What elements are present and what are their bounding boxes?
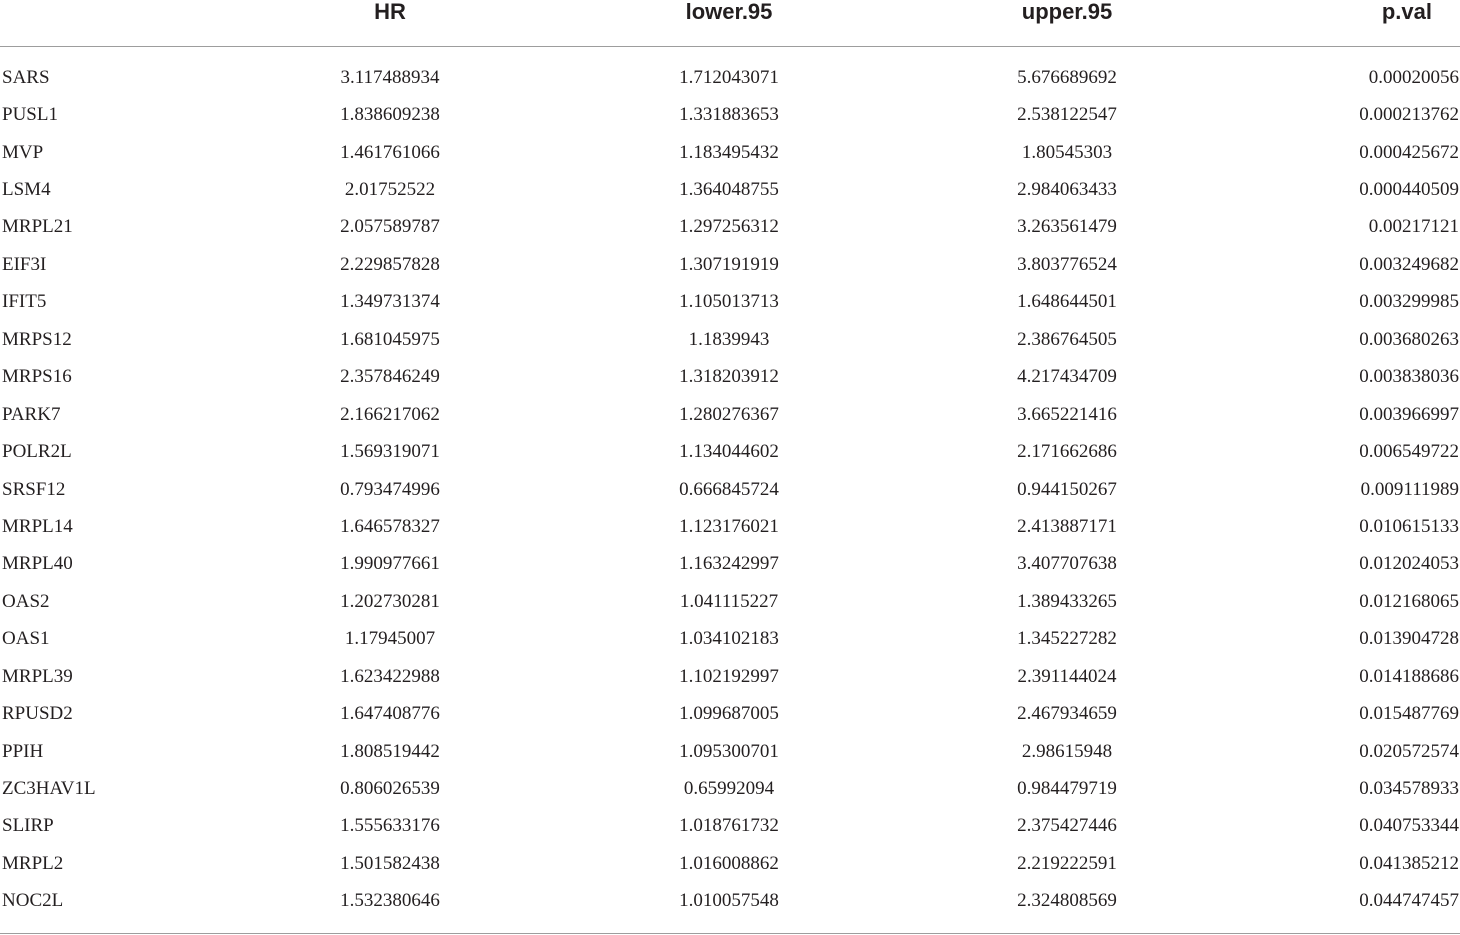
header-upper-95: upper.95	[898, 0, 1236, 47]
gene-cell: PPIH	[2, 740, 44, 762]
p-val-cell: 0.000213762	[1359, 104, 1459, 126]
gene-cell: OAS2	[2, 590, 50, 612]
table-row	[0, 47, 1460, 97]
hr-cell: 0.793474996	[340, 478, 440, 500]
lower-95-cell: 0.666845724	[679, 478, 779, 500]
p-val-cell: 0.00217121	[1368, 216, 1459, 238]
upper-95-cell: 2.391144024	[1017, 665, 1117, 687]
gene-cell: MRPL39	[2, 665, 73, 687]
table-row	[0, 171, 1460, 208]
gene-cell: MRPL40	[2, 553, 73, 575]
gene-cell: MRPS12	[2, 328, 72, 350]
gene-cell: MRPL2	[2, 852, 64, 874]
table-row	[0, 471, 1460, 508]
upper-95-cell: 2.467934659	[1017, 703, 1117, 725]
gene-cell: MRPS16	[2, 366, 72, 388]
lower-95-cell: 1.331883653	[679, 104, 779, 126]
header-p-val: p.val	[1236, 0, 1460, 47]
hr-cell: 1.681045975	[340, 328, 440, 350]
p-val-cell: 0.015487769	[1359, 703, 1459, 725]
lower-95-cell: 1.318203912	[679, 366, 779, 388]
gene-cell: EIF3I	[2, 253, 47, 275]
lower-95-cell: 1.1839943	[688, 328, 770, 350]
hr-cell: 1.623422988	[340, 665, 440, 687]
header-row	[0, 0, 1460, 47]
p-val-cell: 0.013904728	[1359, 628, 1459, 650]
bottom-rule	[0, 933, 1460, 934]
p-val-cell: 0.000425672	[1359, 141, 1459, 163]
upper-95-cell: 3.263561479	[1017, 216, 1117, 238]
hr-cell: 1.202730281	[340, 590, 440, 612]
p-val-cell: 0.00020056	[1368, 66, 1459, 88]
table-row	[0, 508, 1460, 545]
header-hr: HR	[220, 0, 560, 47]
upper-95-cell: 2.386764505	[1017, 328, 1117, 350]
table-row	[0, 733, 1460, 770]
gene-cell: MRPL21	[2, 216, 73, 238]
lower-95-cell: 1.297256312	[679, 216, 779, 238]
lower-95-cell: 1.034102183	[679, 628, 779, 650]
p-val-cell: 0.010615133	[1359, 515, 1459, 537]
table-row	[0, 546, 1460, 583]
hr-cell: 2.01752522	[344, 179, 436, 201]
p-val-cell: 0.003838036	[1359, 366, 1459, 388]
p-val-cell: 0.006549722	[1359, 441, 1459, 463]
gene-cell: PUSL1	[2, 104, 58, 126]
upper-95-cell: 3.803776524	[1017, 253, 1117, 275]
upper-95-cell: 2.324808569	[1017, 890, 1117, 912]
gene-cell: MRPL14	[2, 515, 73, 537]
lower-95-cell: 1.095300701	[679, 740, 779, 762]
lower-95-cell: 1.099687005	[679, 703, 779, 725]
upper-95-cell: 3.407707638	[1017, 553, 1117, 575]
lower-95-cell: 1.016008862	[679, 852, 779, 874]
hr-cell: 0.806026539	[340, 778, 440, 800]
gene-cell: SARS	[2, 66, 50, 88]
hr-cell: 1.501582438	[340, 852, 440, 874]
table-body	[0, 47, 1460, 921]
table-row	[0, 284, 1460, 321]
gene-cell: POLR2L	[2, 441, 72, 463]
hr-cell: 1.808519442	[340, 740, 440, 762]
upper-95-cell: 2.538122547	[1017, 104, 1117, 126]
lower-95-cell: 1.018761732	[679, 815, 779, 837]
p-val-cell: 0.040753344	[1359, 815, 1459, 837]
gene-cell: SRSF12	[2, 478, 66, 500]
lower-95-cell: 1.134044602	[679, 441, 779, 463]
table-row	[0, 658, 1460, 695]
table-row	[0, 845, 1460, 882]
hr-cell: 1.532380646	[340, 890, 440, 912]
table-row	[0, 770, 1460, 807]
upper-95-cell: 1.345227282	[1017, 628, 1117, 650]
p-val-cell: 0.003966997	[1359, 403, 1459, 425]
table-row	[0, 321, 1460, 358]
upper-95-cell: 2.219222591	[1017, 852, 1117, 874]
upper-95-cell: 2.98615948	[1021, 740, 1113, 762]
gene-cell: SLIRP	[2, 815, 54, 837]
table-row	[0, 96, 1460, 133]
p-val-cell: 0.044747457	[1359, 890, 1459, 912]
gene-cell: PARK7	[2, 403, 61, 425]
p-val-cell: 0.012168065	[1359, 590, 1459, 612]
hr-cell: 1.461761066	[340, 141, 440, 163]
table-row	[0, 433, 1460, 470]
table-row	[0, 359, 1460, 396]
upper-95-cell: 2.375427446	[1017, 815, 1117, 837]
p-val-cell: 0.003299985	[1359, 291, 1459, 313]
gene-cell: OAS1	[2, 628, 50, 650]
upper-95-cell: 2.413887171	[1017, 515, 1117, 537]
gene-cell: RPUSD2	[2, 703, 73, 725]
hr-cell: 2.229857828	[340, 253, 440, 275]
p-val-cell: 0.034578933	[1359, 778, 1459, 800]
p-val-cell: 0.009111989	[1360, 478, 1459, 500]
table-row	[0, 134, 1460, 171]
upper-95-cell: 2.171662686	[1017, 441, 1117, 463]
lower-95-cell: 1.041115227	[679, 590, 779, 612]
lower-95-cell: 1.105013713	[679, 291, 779, 313]
table-row	[0, 246, 1460, 283]
p-val-cell: 0.014188686	[1359, 665, 1459, 687]
p-val-cell: 0.003680263	[1359, 328, 1459, 350]
gene-cell: MVP	[2, 141, 44, 163]
lower-95-cell: 1.010057548	[679, 890, 779, 912]
gene-cell: LSM4	[2, 179, 51, 201]
hr-cell: 1.17945007	[344, 628, 436, 650]
hr-cell: 1.569319071	[340, 441, 440, 463]
hr-cell: 2.166217062	[340, 403, 440, 425]
upper-95-cell: 0.944150267	[1017, 478, 1117, 500]
upper-95-cell: 1.80545303	[1021, 141, 1113, 163]
header-gene	[0, 0, 220, 47]
hr-cell: 2.357846249	[340, 366, 440, 388]
p-val-cell: 0.000440509	[1359, 179, 1459, 201]
p-val-cell: 0.003249682	[1359, 253, 1459, 275]
upper-95-cell: 1.389433265	[1017, 590, 1117, 612]
p-val-cell: 0.012024053	[1359, 553, 1459, 575]
lower-95-cell: 1.183495432	[679, 141, 779, 163]
hr-cell: 1.349731374	[340, 291, 440, 313]
header-lower-95: lower.95	[560, 0, 898, 47]
table-row	[0, 621, 1460, 658]
gene-cell: NOC2L	[2, 890, 64, 912]
gene-cell: ZC3HAV1L	[2, 778, 96, 800]
hr-cell: 3.117488934	[340, 66, 440, 88]
upper-95-cell: 2.984063433	[1017, 179, 1117, 201]
lower-95-cell: 1.123176021	[679, 515, 779, 537]
table-header	[0, 0, 1460, 47]
lower-95-cell: 1.364048755	[679, 179, 779, 201]
lower-95-cell: 1.307191919	[679, 253, 779, 275]
upper-95-cell: 4.217434709	[1017, 366, 1117, 388]
lower-95-cell: 1.712043071	[679, 66, 779, 88]
gene-cell: IFIT5	[2, 291, 47, 313]
upper-95-cell: 0.984479719	[1017, 778, 1117, 800]
lower-95-cell: 1.163242997	[679, 553, 779, 575]
table-row	[0, 583, 1460, 620]
lower-95-cell: 1.280276367	[679, 403, 779, 425]
upper-95-cell: 1.648644501	[1017, 291, 1117, 313]
hr-cell: 1.646578327	[340, 515, 440, 537]
hr-cell: 1.555633176	[340, 815, 440, 837]
hr-cell: 1.990977661	[340, 553, 440, 575]
upper-95-cell: 5.676689692	[1017, 66, 1117, 88]
hr-cell: 1.838609238	[340, 104, 440, 126]
table-row	[0, 883, 1460, 920]
hr-cell: 1.647408776	[340, 703, 440, 725]
table-row	[0, 808, 1460, 845]
lower-95-cell: 1.102192997	[679, 665, 779, 687]
table-row	[0, 209, 1460, 246]
table-row	[0, 695, 1460, 732]
lower-95-cell: 0.65992094	[683, 778, 775, 800]
hr-cell: 2.057589787	[340, 216, 440, 238]
p-val-cell: 0.041385212	[1359, 852, 1459, 874]
p-val-cell: 0.020572574	[1359, 740, 1459, 762]
upper-95-cell: 3.665221416	[1017, 403, 1117, 425]
table-row	[0, 396, 1460, 433]
